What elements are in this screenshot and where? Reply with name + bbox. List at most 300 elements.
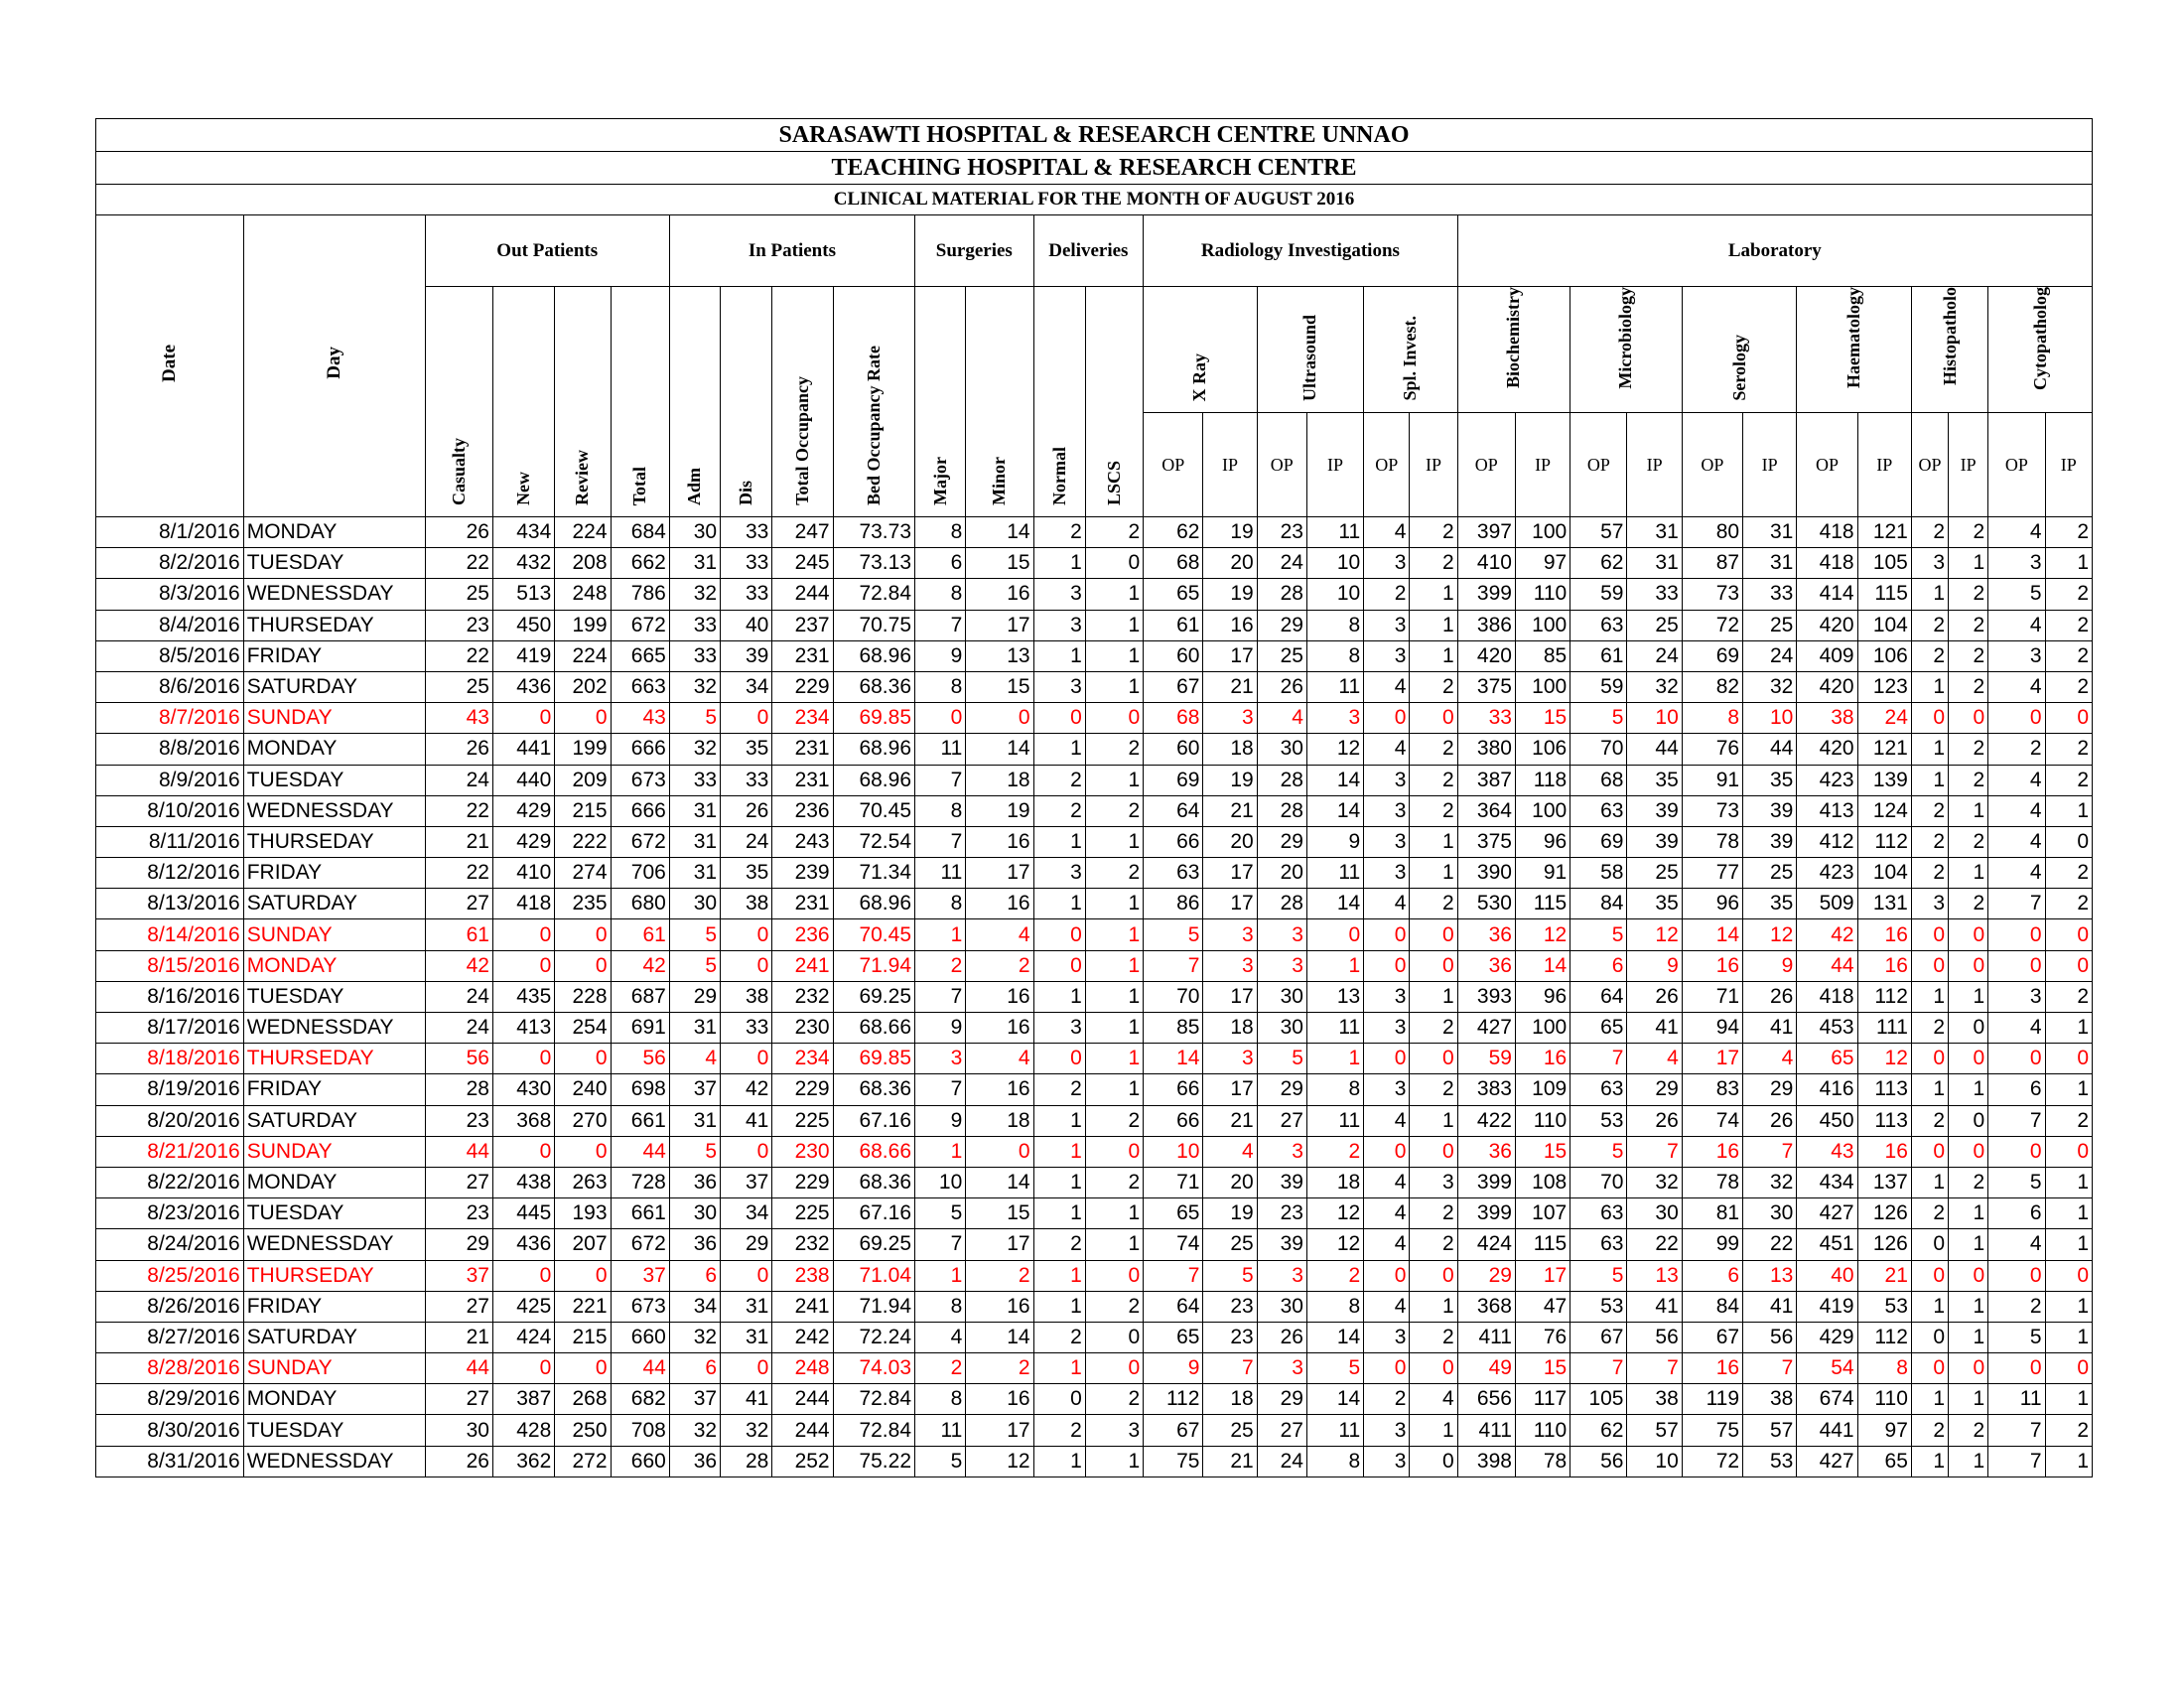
cell-ultrasound-ip: 11 (1306, 1105, 1363, 1136)
cell-day: WEDNESSDAY (243, 795, 425, 826)
cell-histopathology-op: 0 (1911, 1044, 1948, 1074)
cell-day: WEDNESSDAY (243, 1229, 425, 1260)
cell-biochemistry-op: 29 (1457, 1260, 1515, 1291)
cell-microbiology-ip: 30 (1627, 1198, 1682, 1229)
cell-biochemistry-ip: 100 (1515, 1013, 1570, 1044)
cell-date: 8/20/2016 (96, 1105, 244, 1136)
cell-cytopathology-op: 6 (1988, 1198, 2045, 1229)
cell-adm: 31 (669, 1105, 720, 1136)
cell-normal: 3 (1033, 858, 1085, 889)
cell-casualty: 30 (425, 1415, 492, 1446)
cell-haematology-op: 441 (1797, 1415, 1857, 1446)
cell-biochemistry-ip: 96 (1515, 826, 1570, 857)
cell-cytopathology-ip: 0 (2045, 950, 2092, 981)
cell-histopathology-ip: 1 (1949, 1446, 1988, 1477)
cell-lscs: 0 (1085, 1322, 1143, 1352)
cell-biochemistry-ip: 14 (1515, 950, 1570, 981)
cell-total: 661 (611, 1105, 669, 1136)
cell-normal: 1 (1033, 1291, 1085, 1322)
cell-serology-op: 91 (1682, 765, 1742, 795)
cell-haematology-op: 674 (1797, 1384, 1857, 1415)
cell-bed-occupancy-rate: 67.16 (833, 1198, 914, 1229)
cell-dis: 41 (721, 1384, 772, 1415)
cell-ultrasound-ip: 18 (1306, 1167, 1363, 1197)
cell-day: TUESDAY (243, 548, 425, 579)
cell-lscs: 0 (1085, 703, 1143, 734)
cell-xray-op: 64 (1144, 1291, 1203, 1322)
cell-casualty: 42 (425, 950, 492, 981)
cell-date: 8/8/2016 (96, 734, 244, 765)
cell-haematology-op: 420 (1797, 734, 1857, 765)
cell-histopathology-ip: 2 (1949, 765, 1988, 795)
cell-lscs: 3 (1085, 1415, 1143, 1446)
col-header-review: Review (555, 287, 611, 517)
table-row (96, 703, 2093, 734)
cell-bed-occupancy-rate: 72.84 (833, 1384, 914, 1415)
cell-biochemistry-ip: 76 (1515, 1322, 1570, 1352)
table-row (96, 734, 2093, 765)
cell-haematology-ip: 106 (1857, 640, 1911, 671)
cell-histopathology-op: 1 (1911, 1291, 1948, 1322)
cell-review: 221 (555, 1291, 611, 1322)
cell-date: 8/16/2016 (96, 981, 244, 1012)
cell-bed-occupancy-rate: 73.73 (833, 517, 914, 548)
cell-haematology-ip: 113 (1857, 1074, 1911, 1105)
cell-review: 0 (555, 1353, 611, 1384)
cell-xray-op: 66 (1144, 1074, 1203, 1105)
table-row (96, 1198, 2093, 1229)
cell-cytopathology-op: 0 (1988, 1044, 2045, 1074)
cell-histopathology-ip: 1 (1949, 795, 1988, 826)
cell-spl-invest-op: 3 (1364, 1013, 1410, 1044)
cell-xray-op: 75 (1144, 1446, 1203, 1477)
cell-biochemistry-ip: 100 (1515, 517, 1570, 548)
cell-day: FRIDAY (243, 858, 425, 889)
cell-haematology-ip: 112 (1857, 826, 1911, 857)
cell-biochemistry-ip: 110 (1515, 579, 1570, 610)
cell-lscs: 2 (1085, 1384, 1143, 1415)
cell-xray-ip: 7 (1203, 1353, 1257, 1384)
col-header-microbiology-ip: IP (1627, 413, 1682, 517)
cell-lscs: 1 (1085, 950, 1143, 981)
cell-cytopathology-op: 4 (1988, 671, 2045, 702)
cell-haematology-ip: 24 (1857, 703, 1911, 734)
cell-review: 0 (555, 1260, 611, 1291)
cell-normal: 0 (1033, 919, 1085, 950)
cell-cytopathology-op: 11 (1988, 1384, 2045, 1415)
cell-ultrasound-op: 27 (1257, 1105, 1306, 1136)
cell-serology-ip: 32 (1743, 1167, 1797, 1197)
cell-histopathology-op: 3 (1911, 548, 1948, 579)
cell-adm: 36 (669, 1167, 720, 1197)
cell-spl-invest-ip: 2 (1410, 1013, 1457, 1044)
cell-total: 665 (611, 640, 669, 671)
cell-spl-invest-op: 4 (1364, 1291, 1410, 1322)
cell-ultrasound-ip: 14 (1306, 1384, 1363, 1415)
cell-date: 8/27/2016 (96, 1322, 244, 1352)
cell-ultrasound-ip: 8 (1306, 640, 1363, 671)
cell-xray-ip: 18 (1203, 1384, 1257, 1415)
col-header-new: New (492, 287, 554, 517)
col-header-serology-ip: IP (1743, 413, 1797, 517)
cell-day: WEDNESSDAY (243, 579, 425, 610)
table-row (96, 858, 2093, 889)
cell-microbiology-ip: 35 (1627, 889, 1682, 919)
cell-xray-ip: 21 (1203, 1446, 1257, 1477)
cell-microbiology-ip: 32 (1627, 1167, 1682, 1197)
cell-major: 8 (915, 889, 966, 919)
cell-serology-ip: 25 (1743, 610, 1797, 640)
cell-xray-op: 62 (1144, 517, 1203, 548)
cell-casualty: 21 (425, 826, 492, 857)
cell-day: TUESDAY (243, 765, 425, 795)
cell-serology-op: 77 (1682, 858, 1742, 889)
cell-spl-invest-op: 4 (1364, 1167, 1410, 1197)
cell-major: 0 (915, 703, 966, 734)
cell-biochemistry-ip: 15 (1515, 1136, 1570, 1167)
cell-bed-occupancy-rate: 70.45 (833, 919, 914, 950)
cell-total-occupancy: 248 (772, 1353, 833, 1384)
cell-histopathology-op: 0 (1911, 1322, 1948, 1352)
cell-microbiology-ip: 12 (1627, 919, 1682, 950)
cell-review: 202 (555, 671, 611, 702)
cell-haematology-op: 420 (1797, 610, 1857, 640)
cell-serology-op: 14 (1682, 919, 1742, 950)
cell-major: 11 (915, 1415, 966, 1446)
cell-microbiology-op: 7 (1570, 1044, 1627, 1074)
cell-haematology-op: 418 (1797, 517, 1857, 548)
cell-lscs: 1 (1085, 826, 1143, 857)
cell-casualty: 27 (425, 1384, 492, 1415)
cell-casualty: 23 (425, 1105, 492, 1136)
cell-total: 663 (611, 671, 669, 702)
cell-haematology-op: 453 (1797, 1013, 1857, 1044)
cell-spl-invest-op: 0 (1364, 950, 1410, 981)
cell-microbiology-ip: 25 (1627, 610, 1682, 640)
cell-histopathology-ip: 1 (1949, 1291, 1988, 1322)
cell-lscs: 1 (1085, 610, 1143, 640)
cell-xray-ip: 18 (1203, 1013, 1257, 1044)
cell-microbiology-ip: 31 (1627, 548, 1682, 579)
cell-total-occupancy: 239 (772, 858, 833, 889)
cell-histopathology-op: 0 (1911, 703, 1948, 734)
cell-adm: 36 (669, 1229, 720, 1260)
cell-haematology-ip: 112 (1857, 1322, 1911, 1352)
cell-serology-ip: 41 (1743, 1291, 1797, 1322)
cell-biochemistry-ip: 115 (1515, 1229, 1570, 1260)
cell-new: 0 (492, 1353, 554, 1384)
cell-ultrasound-ip: 13 (1306, 981, 1363, 1012)
cell-lscs: 2 (1085, 1167, 1143, 1197)
cell-histopathology-op: 1 (1911, 671, 1948, 702)
cell-casualty: 61 (425, 919, 492, 950)
cell-bed-occupancy-rate: 68.66 (833, 1013, 914, 1044)
cell-minor: 15 (966, 671, 1033, 702)
cell-total-occupancy: 241 (772, 950, 833, 981)
cell-xray-op: 7 (1144, 1260, 1203, 1291)
cell-major: 5 (915, 1198, 966, 1229)
cell-normal: 1 (1033, 1105, 1085, 1136)
cell-cytopathology-op: 4 (1988, 826, 2045, 857)
cell-bed-occupancy-rate: 72.84 (833, 1415, 914, 1446)
cell-biochemistry-ip: 97 (1515, 548, 1570, 579)
cell-ultrasound-op: 28 (1257, 795, 1306, 826)
cell-day: FRIDAY (243, 1291, 425, 1322)
cell-ultrasound-op: 39 (1257, 1229, 1306, 1260)
cell-review: 199 (555, 610, 611, 640)
cell-microbiology-ip: 7 (1627, 1136, 1682, 1167)
cell-day: THURSEDAY (243, 1044, 425, 1074)
cell-major: 7 (915, 765, 966, 795)
cell-haematology-op: 418 (1797, 981, 1857, 1012)
cell-microbiology-op: 63 (1570, 1229, 1627, 1260)
cell-new: 368 (492, 1105, 554, 1136)
cell-histopathology-op: 0 (1911, 919, 1948, 950)
cell-microbiology-op: 53 (1570, 1291, 1627, 1322)
cell-lscs: 2 (1085, 1105, 1143, 1136)
cell-serology-op: 78 (1682, 1167, 1742, 1197)
cell-microbiology-op: 63 (1570, 1074, 1627, 1105)
cell-spl-invest-ip: 2 (1410, 889, 1457, 919)
cell-histopathology-op: 0 (1911, 1136, 1948, 1167)
cell-xray-op: 9 (1144, 1353, 1203, 1384)
cell-day: TUESDAY (243, 1198, 425, 1229)
cell-dis: 0 (721, 1260, 772, 1291)
cell-biochemistry-ip: 47 (1515, 1291, 1570, 1322)
cell-haematology-op: 413 (1797, 795, 1857, 826)
cell-cytopathology-ip: 0 (2045, 1044, 2092, 1074)
cell-cytopathology-ip: 1 (2045, 1013, 2092, 1044)
cell-xray-op: 68 (1144, 548, 1203, 579)
cell-major: 7 (915, 981, 966, 1012)
cell-spl-invest-op: 3 (1364, 1322, 1410, 1352)
cell-histopathology-op: 1 (1911, 1167, 1948, 1197)
cell-cytopathology-op: 0 (1988, 1260, 2045, 1291)
cell-bed-occupancy-rate: 69.25 (833, 981, 914, 1012)
cell-ultrasound-op: 30 (1257, 1013, 1306, 1044)
cell-microbiology-op: 61 (1570, 640, 1627, 671)
cell-haematology-op: 423 (1797, 858, 1857, 889)
cell-xray-op: 66 (1144, 826, 1203, 857)
cell-biochemistry-op: 420 (1457, 640, 1515, 671)
cell-minor: 16 (966, 981, 1033, 1012)
cell-biochemistry-op: 36 (1457, 919, 1515, 950)
cell-date: 8/6/2016 (96, 671, 244, 702)
cell-new: 0 (492, 950, 554, 981)
cell-major: 4 (915, 1322, 966, 1352)
cell-major: 8 (915, 795, 966, 826)
cell-minor: 16 (966, 579, 1033, 610)
cell-minor: 2 (966, 1353, 1033, 1384)
cell-review: 208 (555, 548, 611, 579)
cell-histopathology-ip: 2 (1949, 640, 1988, 671)
cell-new: 430 (492, 1074, 554, 1105)
cell-casualty: 22 (425, 548, 492, 579)
col-header-haematology-op: OP (1797, 413, 1857, 517)
cell-bed-occupancy-rate: 68.36 (833, 671, 914, 702)
cell-date: 8/23/2016 (96, 1198, 244, 1229)
table-row (96, 950, 2093, 981)
cell-haematology-ip: 104 (1857, 610, 1911, 640)
cell-xray-ip: 16 (1203, 610, 1257, 640)
cell-microbiology-op: 53 (1570, 1105, 1627, 1136)
cell-cytopathology-ip: 2 (2045, 517, 2092, 548)
cell-major: 11 (915, 858, 966, 889)
cell-ultrasound-ip: 8 (1306, 610, 1363, 640)
cell-spl-invest-ip: 2 (1410, 1198, 1457, 1229)
cell-haematology-ip: 65 (1857, 1446, 1911, 1477)
cell-date: 8/7/2016 (96, 703, 244, 734)
cell-total: 42 (611, 950, 669, 981)
cell-microbiology-op: 69 (1570, 826, 1627, 857)
cell-spl-invest-ip: 1 (1410, 579, 1457, 610)
cell-new: 436 (492, 671, 554, 702)
cell-haematology-ip: 137 (1857, 1167, 1911, 1197)
cell-new: 445 (492, 1198, 554, 1229)
cell-serology-ip: 35 (1743, 889, 1797, 919)
cell-total-occupancy: 245 (772, 548, 833, 579)
cell-dis: 33 (721, 765, 772, 795)
col-header-microbiology: Microbiology (1570, 287, 1683, 413)
cell-xray-ip: 19 (1203, 579, 1257, 610)
cell-spl-invest-op: 2 (1364, 1384, 1410, 1415)
cell-review: 209 (555, 765, 611, 795)
cell-total-occupancy: 230 (772, 1136, 833, 1167)
cell-histopathology-ip: 1 (1949, 1198, 1988, 1229)
table-row (96, 1229, 2093, 1260)
col-header-ultrasound-op: OP (1257, 413, 1306, 517)
cell-new: 428 (492, 1415, 554, 1446)
cell-new: 436 (492, 1229, 554, 1260)
cell-casualty: 28 (425, 1074, 492, 1105)
cell-casualty: 56 (425, 1044, 492, 1074)
cell-histopathology-op: 2 (1911, 795, 1948, 826)
cell-normal: 0 (1033, 703, 1085, 734)
cell-lscs: 2 (1085, 517, 1143, 548)
cell-microbiology-op: 57 (1570, 517, 1627, 548)
cell-minor: 2 (966, 950, 1033, 981)
cell-lscs: 1 (1085, 579, 1143, 610)
cell-biochemistry-ip: 115 (1515, 889, 1570, 919)
cell-normal: 2 (1033, 517, 1085, 548)
cell-minor: 17 (966, 1229, 1033, 1260)
col-header-dis: Dis (721, 287, 772, 517)
cell-histopathology-ip: 1 (1949, 858, 1988, 889)
cell-cytopathology-op: 7 (1988, 1415, 2045, 1446)
cell-xray-ip: 25 (1203, 1415, 1257, 1446)
col-header-cytopathology: Cytopatholog (1988, 287, 2093, 413)
clinical-material-table (95, 118, 2093, 1477)
cell-microbiology-ip: 26 (1627, 1105, 1682, 1136)
cell-microbiology-ip: 22 (1627, 1229, 1682, 1260)
cell-biochemistry-ip: 85 (1515, 640, 1570, 671)
cell-normal: 0 (1033, 1384, 1085, 1415)
cell-major: 7 (915, 1074, 966, 1105)
cell-spl-invest-op: 4 (1364, 889, 1410, 919)
cell-date: 8/4/2016 (96, 610, 244, 640)
cell-microbiology-op: 7 (1570, 1353, 1627, 1384)
cell-cytopathology-op: 0 (1988, 950, 2045, 981)
cell-day: TUESDAY (243, 1415, 425, 1446)
cell-adm: 31 (669, 858, 720, 889)
cell-serology-op: 72 (1682, 610, 1742, 640)
cell-xray-op: 63 (1144, 858, 1203, 889)
cell-total-occupancy: 241 (772, 1291, 833, 1322)
cell-casualty: 22 (425, 858, 492, 889)
cell-bed-occupancy-rate: 75.22 (833, 1446, 914, 1477)
cell-day: MONDAY (243, 1384, 425, 1415)
cell-biochemistry-op: 530 (1457, 889, 1515, 919)
cell-microbiology-ip: 13 (1627, 1260, 1682, 1291)
cell-cytopathology-op: 6 (1988, 1074, 2045, 1105)
cell-adm: 29 (669, 981, 720, 1012)
cell-cytopathology-ip: 1 (2045, 1322, 2092, 1352)
cell-bed-occupancy-rate: 69.25 (833, 1229, 914, 1260)
cell-serology-op: 83 (1682, 1074, 1742, 1105)
cell-dis: 40 (721, 610, 772, 640)
cell-normal: 1 (1033, 1198, 1085, 1229)
cell-normal: 1 (1033, 826, 1085, 857)
cell-xray-ip: 21 (1203, 671, 1257, 702)
cell-day: TUESDAY (243, 981, 425, 1012)
cell-haematology-ip: 16 (1857, 950, 1911, 981)
cell-cytopathology-ip: 2 (2045, 610, 2092, 640)
cell-cytopathology-op: 4 (1988, 1229, 2045, 1260)
cell-serology-op: 87 (1682, 548, 1742, 579)
cell-review: 224 (555, 517, 611, 548)
cell-xray-ip: 19 (1203, 1198, 1257, 1229)
cell-total: 44 (611, 1136, 669, 1167)
col-header-cytopathology-op: OP (1988, 413, 2045, 517)
cell-adm: 31 (669, 548, 720, 579)
cell-xray-ip: 23 (1203, 1291, 1257, 1322)
table-row (96, 1446, 2093, 1477)
cell-cytopathology-ip: 1 (2045, 1446, 2092, 1477)
cell-cytopathology-ip: 2 (2045, 671, 2092, 702)
cell-bed-occupancy-rate: 68.96 (833, 765, 914, 795)
cell-spl-invest-ip: 1 (1410, 826, 1457, 857)
cell-xray-op: 86 (1144, 889, 1203, 919)
cell-lscs: 2 (1085, 858, 1143, 889)
cell-casualty: 27 (425, 1291, 492, 1322)
cell-histopathology-ip: 0 (1949, 1260, 1988, 1291)
cell-bed-occupancy-rate: 70.45 (833, 795, 914, 826)
cell-date: 8/10/2016 (96, 795, 244, 826)
cell-xray-ip: 17 (1203, 981, 1257, 1012)
cell-day: SATURDAY (243, 889, 425, 919)
cell-cytopathology-op: 3 (1988, 640, 2045, 671)
cell-ultrasound-op: 28 (1257, 889, 1306, 919)
cell-adm: 30 (669, 889, 720, 919)
cell-biochemistry-ip: 12 (1515, 919, 1570, 950)
cell-serology-op: 71 (1682, 981, 1742, 1012)
cell-biochemistry-op: 36 (1457, 1136, 1515, 1167)
cell-bed-occupancy-rate: 70.75 (833, 610, 914, 640)
cell-spl-invest-op: 3 (1364, 1415, 1410, 1446)
cell-date: 8/15/2016 (96, 950, 244, 981)
cell-microbiology-op: 62 (1570, 548, 1627, 579)
cell-cytopathology-ip: 1 (2045, 1074, 2092, 1105)
cell-haematology-ip: 115 (1857, 579, 1911, 610)
cell-major: 2 (915, 1353, 966, 1384)
cell-ultrasound-op: 25 (1257, 640, 1306, 671)
cell-ultrasound-ip: 1 (1306, 1044, 1363, 1074)
cell-review: 248 (555, 579, 611, 610)
cell-ultrasound-op: 20 (1257, 858, 1306, 889)
cell-histopathology-ip: 2 (1949, 517, 1988, 548)
cell-biochemistry-ip: 15 (1515, 703, 1570, 734)
cell-minor: 0 (966, 703, 1033, 734)
